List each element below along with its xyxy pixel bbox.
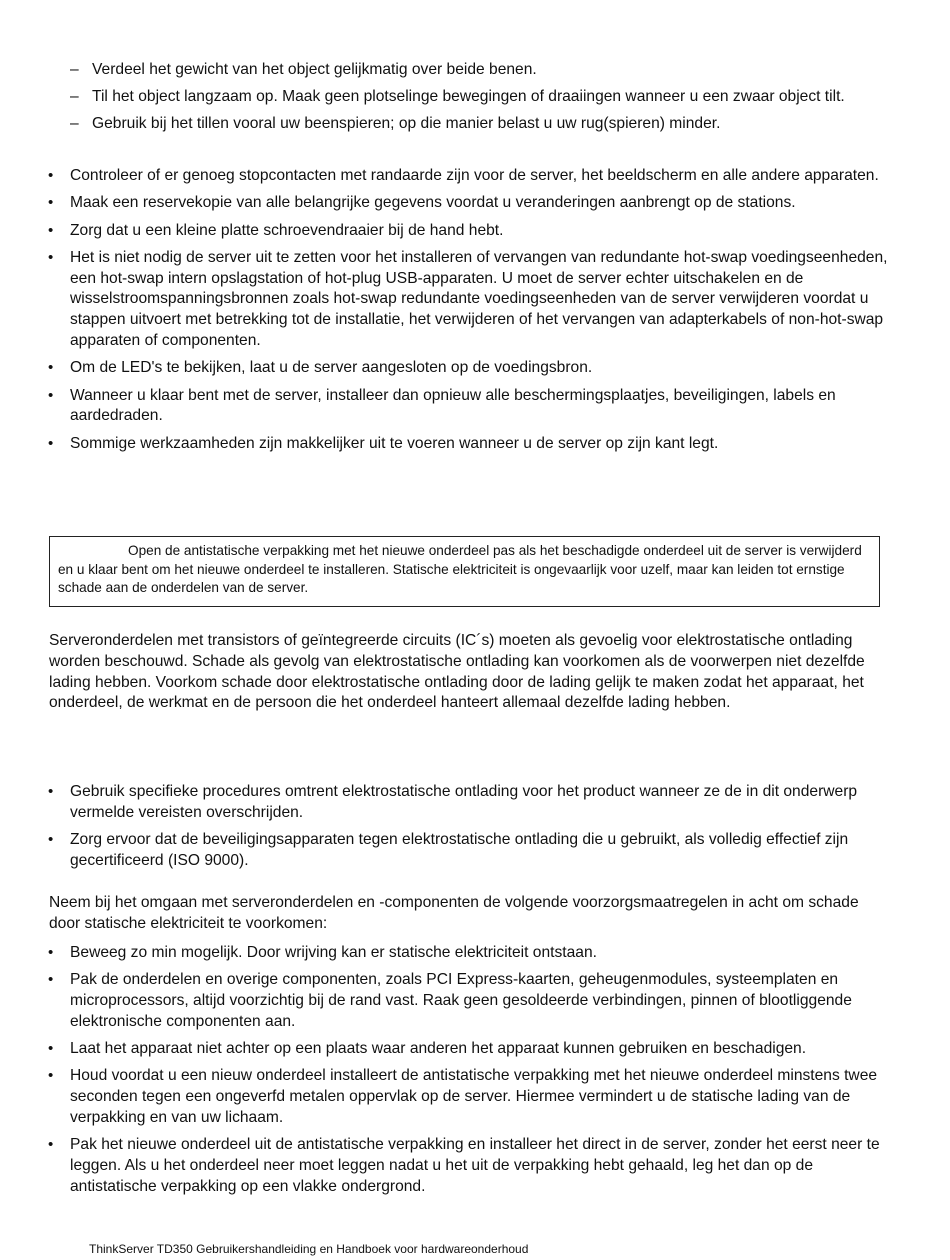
notice-text: Open de antistatische verpakking met het nieuwe onderdeel pas als het beschadigde onderdeel uit de server is verwijderd en u klaar bent om het nieuwe onderdeel te installeren. Statische elektriciteit is ongevaarlijk voor uzelf, maar kan leiden tot ernstige schade aan de onderdelen van de server. <box>58 543 862 596</box>
dash-marker: – <box>70 114 79 132</box>
list-item <box>70 60 880 81</box>
list-item <box>48 1066 888 1128</box>
bullet-marker: • <box>48 248 54 266</box>
list-item <box>48 248 888 352</box>
list-item <box>48 782 888 824</box>
precautions-intro: Neem bij het omgaan met serveronderdelen en -componenten de volgende voorzorgsmaatregelen in acht om schade door statische elektriciteit te voorkomen: <box>49 894 859 932</box>
list-item-text: Controleer of er genoeg stopcontacten met randaarde zijn voor de server, het beeldscherm en alle andere apparaten. <box>70 167 879 184</box>
list-item-text: Gebruik specifieke procedures omtrent elektrostatische ontlading voor het product wanneer ze de in dit onderwerp vermelde vereisten overschrijden. <box>70 783 858 821</box>
list-item <box>48 221 888 242</box>
list-item <box>48 970 888 1032</box>
list-item-text: Om de LED's te bekijken, laat u de server aangesloten op de voedingsbron. <box>70 359 593 377</box>
list-item-text: Verdeel het gewicht van het object gelijkmatig over beide benen. <box>92 61 537 78</box>
list-item <box>48 943 888 964</box>
list-item <box>70 114 880 135</box>
esd-requirements-list <box>48 782 888 878</box>
installation-guidelines-list <box>48 166 888 461</box>
list-item-text: Wanneer u klaar bent met de server, installeer dan opnieuw alle beschermingsplaatjes, beveiligingen, labels en aardedraden. <box>70 386 836 425</box>
list-item-text: Het is niet nodig de server uit te zetten voor het installeren of vervangen van redundante hot-swap voedingseenheden, een hot-swap intern opslagstation of hot-plug USB-apparaten. U moet de server echter uitschakelen en de wisselstroomspanningsbronnen zoals hot-swap redundante voedingseenheden van de server verwijderen voordat u stappen uitvoert met betrekking tot de installatie, het verwijderen of het vervangen van adapterkabels of non-hot-swap apparaten of componenten. <box>70 248 888 350</box>
list-item <box>48 434 888 455</box>
list-item-text: Zorg dat u een kleine platte schroevendraaier bij de hand hebt. <box>70 221 504 239</box>
bullet-marker: • <box>48 359 54 377</box>
bullet-marker: • <box>48 944 54 961</box>
precautions-list <box>48 943 888 1204</box>
list-item <box>70 87 880 108</box>
list-item <box>48 386 888 428</box>
bullet-marker: • <box>48 1040 54 1058</box>
list-item-text: Laat het apparaat niet achter op een plaats waar anderen het apparaat kunnen gebruiken en beschadigen. <box>70 1040 807 1058</box>
list-item-text: Pak het nieuwe onderdeel uit de antistatische verpakking en installeer het direct in de server, zonder het eerst neer te leggen. Als u het onderdeel neer moet leggen nadat u het uit de verpakking hebt gehaald, leg het dan op de antistatische verpakking op een vlakke ondergrond. <box>70 1136 880 1195</box>
bullet-marker: • <box>48 167 54 184</box>
page-footer: ThinkServer TD350 Gebruikershandleiding en Handboek voor hardwareonderhoud <box>89 1242 529 1256</box>
bullet-marker: • <box>48 221 54 239</box>
bullet-marker: • <box>48 971 54 989</box>
bullet-marker: • <box>48 434 54 452</box>
dash-marker: – <box>70 87 79 105</box>
list-item-text: Houd voordat u een nieuw onderdeel installeert de antistatische verpakking met het nieuwe onderdeel minstens twee seconden tegen een ongeverfd metalen oppervlak op de server. Hiermee vermindert u de statische lading van de verpakking en van uw lichaam. <box>70 1067 878 1127</box>
esd-paragraph: Serveronderdelen met transistors of geïntegreerde circuits (IC´s) moeten als gevoelig voor elektrostatische ontlading worden beschouwd. Schade als gevolg van elektrostatische ontlading kan voorkomen als de voorwerpen niet dezelfde lading hebben. Voorkom schade door elektrostatische ontlading door de lading gelijk te maken zodat het apparaat, het onderdeel, de werkmat en de persoon die het onderdeel hanteert allemaal dezelfde lading hebben. <box>49 632 865 712</box>
list-item-text: Beweeg zo min mogelijk. Door wrijving kan er statische elektriciteit ontstaan. <box>70 944 597 961</box>
list-item-text: Zorg ervoor dat de beveiligingsapparaten tegen elektrostatische ontlading die u gebruikt, als volledig effectief zijn gecertificeerd (ISO 9000). <box>70 831 849 869</box>
list-item-text: Gebruik bij het tillen vooral uw beenspieren; op die manier belast u uw rug(spieren) minder. <box>92 114 721 132</box>
list-item-text: Maak een reservekopie van alle belangrijke gegevens voordat u veranderingen aanbrengt op de stations. <box>70 194 796 212</box>
bullet-marker: • <box>48 783 54 800</box>
bullet-marker: • <box>48 1067 54 1085</box>
lifting-tips-list <box>70 60 880 140</box>
bullet-marker: • <box>48 831 54 849</box>
list-item <box>48 1135 888 1197</box>
bullet-marker: • <box>48 194 54 212</box>
bullet-marker: • <box>48 386 54 404</box>
list-item <box>48 358 888 379</box>
notice-box <box>49 536 880 607</box>
list-item-text: Til het object langzaam op. Maak geen plotselinge bewegingen of draaiingen wanneer u een zwaar object tilt. <box>92 87 845 105</box>
list-item <box>48 830 888 872</box>
list-item <box>48 166 888 187</box>
list-item-text: Pak de onderdelen en overige componenten, zoals PCI Express-kaarten, geheugenmodules, systeemplaten en microprocessors, altijd voorzichtig bij de rand vast. Raak geen gesoldeerde verbindingen, pinnen of blootliggende elektronische componenten aan. <box>70 971 852 1030</box>
dash-marker: – <box>70 61 79 78</box>
list-item <box>48 1039 888 1060</box>
list-item-text: Sommige werkzaamheden zijn makkelijker uit te voeren wanneer u de server op zijn kant legt. <box>70 434 719 452</box>
list-item <box>48 193 888 214</box>
bullet-marker: • <box>48 1136 54 1154</box>
